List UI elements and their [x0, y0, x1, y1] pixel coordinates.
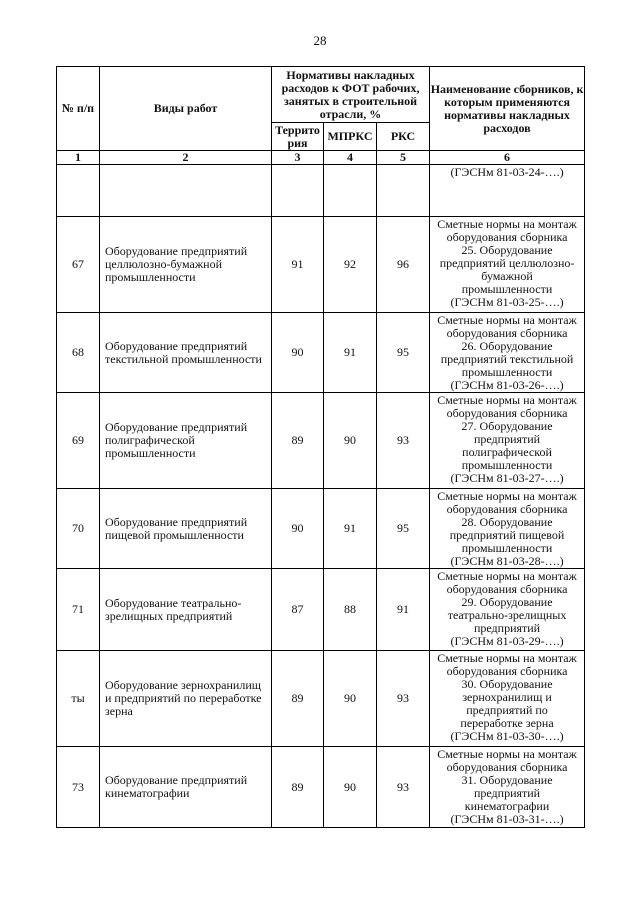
rks-value: 93: [377, 747, 430, 828]
collection-line: (ГЭСНм 81-03-26-….): [450, 378, 564, 392]
collection-line: зернохранилищ и: [462, 690, 552, 704]
territory-value: 91: [272, 217, 324, 313]
column-index-5: 5: [377, 151, 430, 165]
rks-value: 96: [377, 217, 430, 313]
territory-value: 90: [272, 313, 324, 393]
mprks-value: 90: [324, 651, 377, 747]
collection-line: Сметные нормы на монтаж: [437, 651, 577, 665]
collection-line: (ГЭСНм 81-03-31-….): [450, 812, 564, 826]
collection-line: оборудования сборника: [446, 760, 568, 774]
header-norms-group: Нормативы накладных расходов к ФОТ рабочих, занятых в строительной отрасли, %: [272, 67, 430, 123]
territory-value: 90: [272, 489, 324, 569]
collection-line: Сметные нормы на монтаж: [437, 217, 577, 231]
collection-line: (ГЭСНм 81-03-27-….): [450, 471, 564, 485]
collection-line: переработке зерна: [460, 716, 554, 730]
row-number: 73: [57, 747, 100, 828]
table-row: [57, 489, 585, 569]
collection-name: [430, 569, 585, 651]
collection-line: 30. Оборудование: [461, 677, 553, 691]
collection-line: оборудования сборника: [446, 326, 568, 340]
collection-line: оборудования сборника: [446, 582, 568, 596]
collection-line: театрально-зрелищных: [447, 608, 567, 622]
table-row: [57, 313, 585, 393]
territory-value: 87: [272, 569, 324, 651]
territory-value: 89: [272, 747, 324, 828]
collection-line: бумажной: [481, 269, 533, 283]
work-type: Оборудование предприятий кинематографии: [100, 747, 272, 828]
header-collections: Наименование сборников, к которым применяются нормативы накладных расходов: [430, 67, 585, 151]
collection-line: полиграфической: [462, 445, 552, 459]
mprks-value: 92: [324, 217, 377, 313]
work-type: Оборудование предприятий текстильной промышленности: [100, 313, 272, 393]
collection-line: (ГЭСНм 81-03-29-….): [450, 634, 564, 648]
collection-continuation: (ГЭСНм 81-03-24-….): [430, 165, 585, 217]
work-type: Оборудование предприятий пищевой промышленности: [100, 489, 272, 569]
row-number: 70: [57, 489, 100, 569]
territory-value: 89: [272, 651, 324, 747]
rks-value: 95: [377, 313, 430, 393]
mprks-value: 91: [324, 313, 377, 393]
collection-line: Сметные нормы на монтаж: [437, 747, 577, 761]
work-type: Оборудование театрально-зрелищных предприятий: [100, 569, 272, 651]
collection-line: промышленности: [461, 365, 553, 379]
table-row: [57, 393, 585, 489]
collection-line: (ГЭСНм 81-03-28-….): [450, 554, 564, 568]
rks-value: 93: [377, 651, 430, 747]
mprks-value: 90: [324, 393, 377, 489]
header-territory: Террито рия: [272, 123, 324, 151]
collection-line: Сметные нормы на монтаж: [437, 393, 577, 407]
collection-name: [430, 747, 585, 828]
overhead-norms-table: [56, 66, 585, 828]
table-row: [57, 217, 585, 313]
collection-line: (ГЭСНм 81-03-30-….): [450, 729, 564, 743]
collection-line: Сметные нормы на монтаж: [437, 489, 577, 503]
column-index-2: 2: [100, 151, 272, 165]
collection-line: 27. Оборудование: [461, 419, 553, 433]
collection-name: [430, 393, 585, 489]
collection-line: промышленности: [461, 458, 553, 472]
collection-line: оборудования сборника: [446, 664, 568, 678]
work-type: Оборудование предприятий полиграфической промышленности: [100, 393, 272, 489]
collection-line: оборудования сборника: [446, 406, 568, 420]
row-number: ты: [57, 651, 100, 747]
collection-line: предприятий целлюлозно-: [439, 256, 575, 270]
row-number: 68: [57, 313, 100, 393]
collection-line: предприятий текстильной: [440, 352, 574, 366]
territory-value: 89: [272, 393, 324, 489]
collection-line: предприятий пищевой: [449, 528, 565, 542]
column-index-4: 4: [324, 151, 377, 165]
collection-line: оборудования сборника: [446, 502, 568, 516]
mprks-value: 90: [324, 747, 377, 828]
collection-line: Сметные нормы на монтаж: [437, 569, 577, 583]
row-number: 71: [57, 569, 100, 651]
row-number: 69: [57, 393, 100, 489]
column-index-3: 3: [272, 151, 324, 165]
rks-value: 93: [377, 393, 430, 489]
header-mprks: МПРКС: [324, 123, 377, 151]
collection-line: Сметные нормы на монтаж: [437, 313, 577, 327]
collection-name: [430, 489, 585, 569]
mprks-value: 88: [324, 569, 377, 651]
work-type: Оборудование предприятий целлюлозно-бумажной промышленности: [100, 217, 272, 313]
table-row: [57, 651, 585, 747]
collection-line: предприятий: [473, 621, 541, 635]
collection-line: промышленности: [461, 282, 553, 296]
header-number: № п/п: [57, 67, 100, 151]
collection-line: промышленности: [461, 541, 553, 555]
table-row: [57, 569, 585, 651]
collection-line: 29. Оборудование: [461, 595, 553, 609]
rks-value: 95: [377, 489, 430, 569]
collection-line: 28. Оборудование: [461, 515, 553, 529]
collection-line: 25. Оборудование: [461, 243, 553, 257]
table-row: [57, 747, 585, 828]
collection-name: [430, 217, 585, 313]
work-type: Оборудование зернохранилищ и предприятий по переработке зерна: [100, 651, 272, 747]
collection-line: (ГЭСНм 81-03-25-….): [450, 295, 564, 309]
column-index-6: 6: [430, 151, 585, 165]
collection-line: предприятий по: [466, 703, 548, 717]
row-number: 67: [57, 217, 100, 313]
collection-name: [430, 651, 585, 747]
mprks-value: 91: [324, 489, 377, 569]
collection-line: предприятий: [473, 786, 541, 800]
collection-line: кинематографии: [464, 799, 550, 813]
collection-line: предприятий: [473, 432, 541, 446]
collection-line: оборудования сборника: [446, 230, 568, 244]
rks-value: 91: [377, 569, 430, 651]
collection-name: [430, 313, 585, 393]
continuation-row: [57, 165, 585, 217]
header-work-type: Виды работ: [100, 67, 272, 151]
header-rks: РКС: [377, 123, 430, 151]
collection-line: 26. Оборудование: [461, 339, 553, 353]
column-index-1: 1: [57, 151, 100, 165]
page-number: 28: [313, 33, 327, 48]
collection-line: 31. Оборудование: [461, 773, 553, 787]
